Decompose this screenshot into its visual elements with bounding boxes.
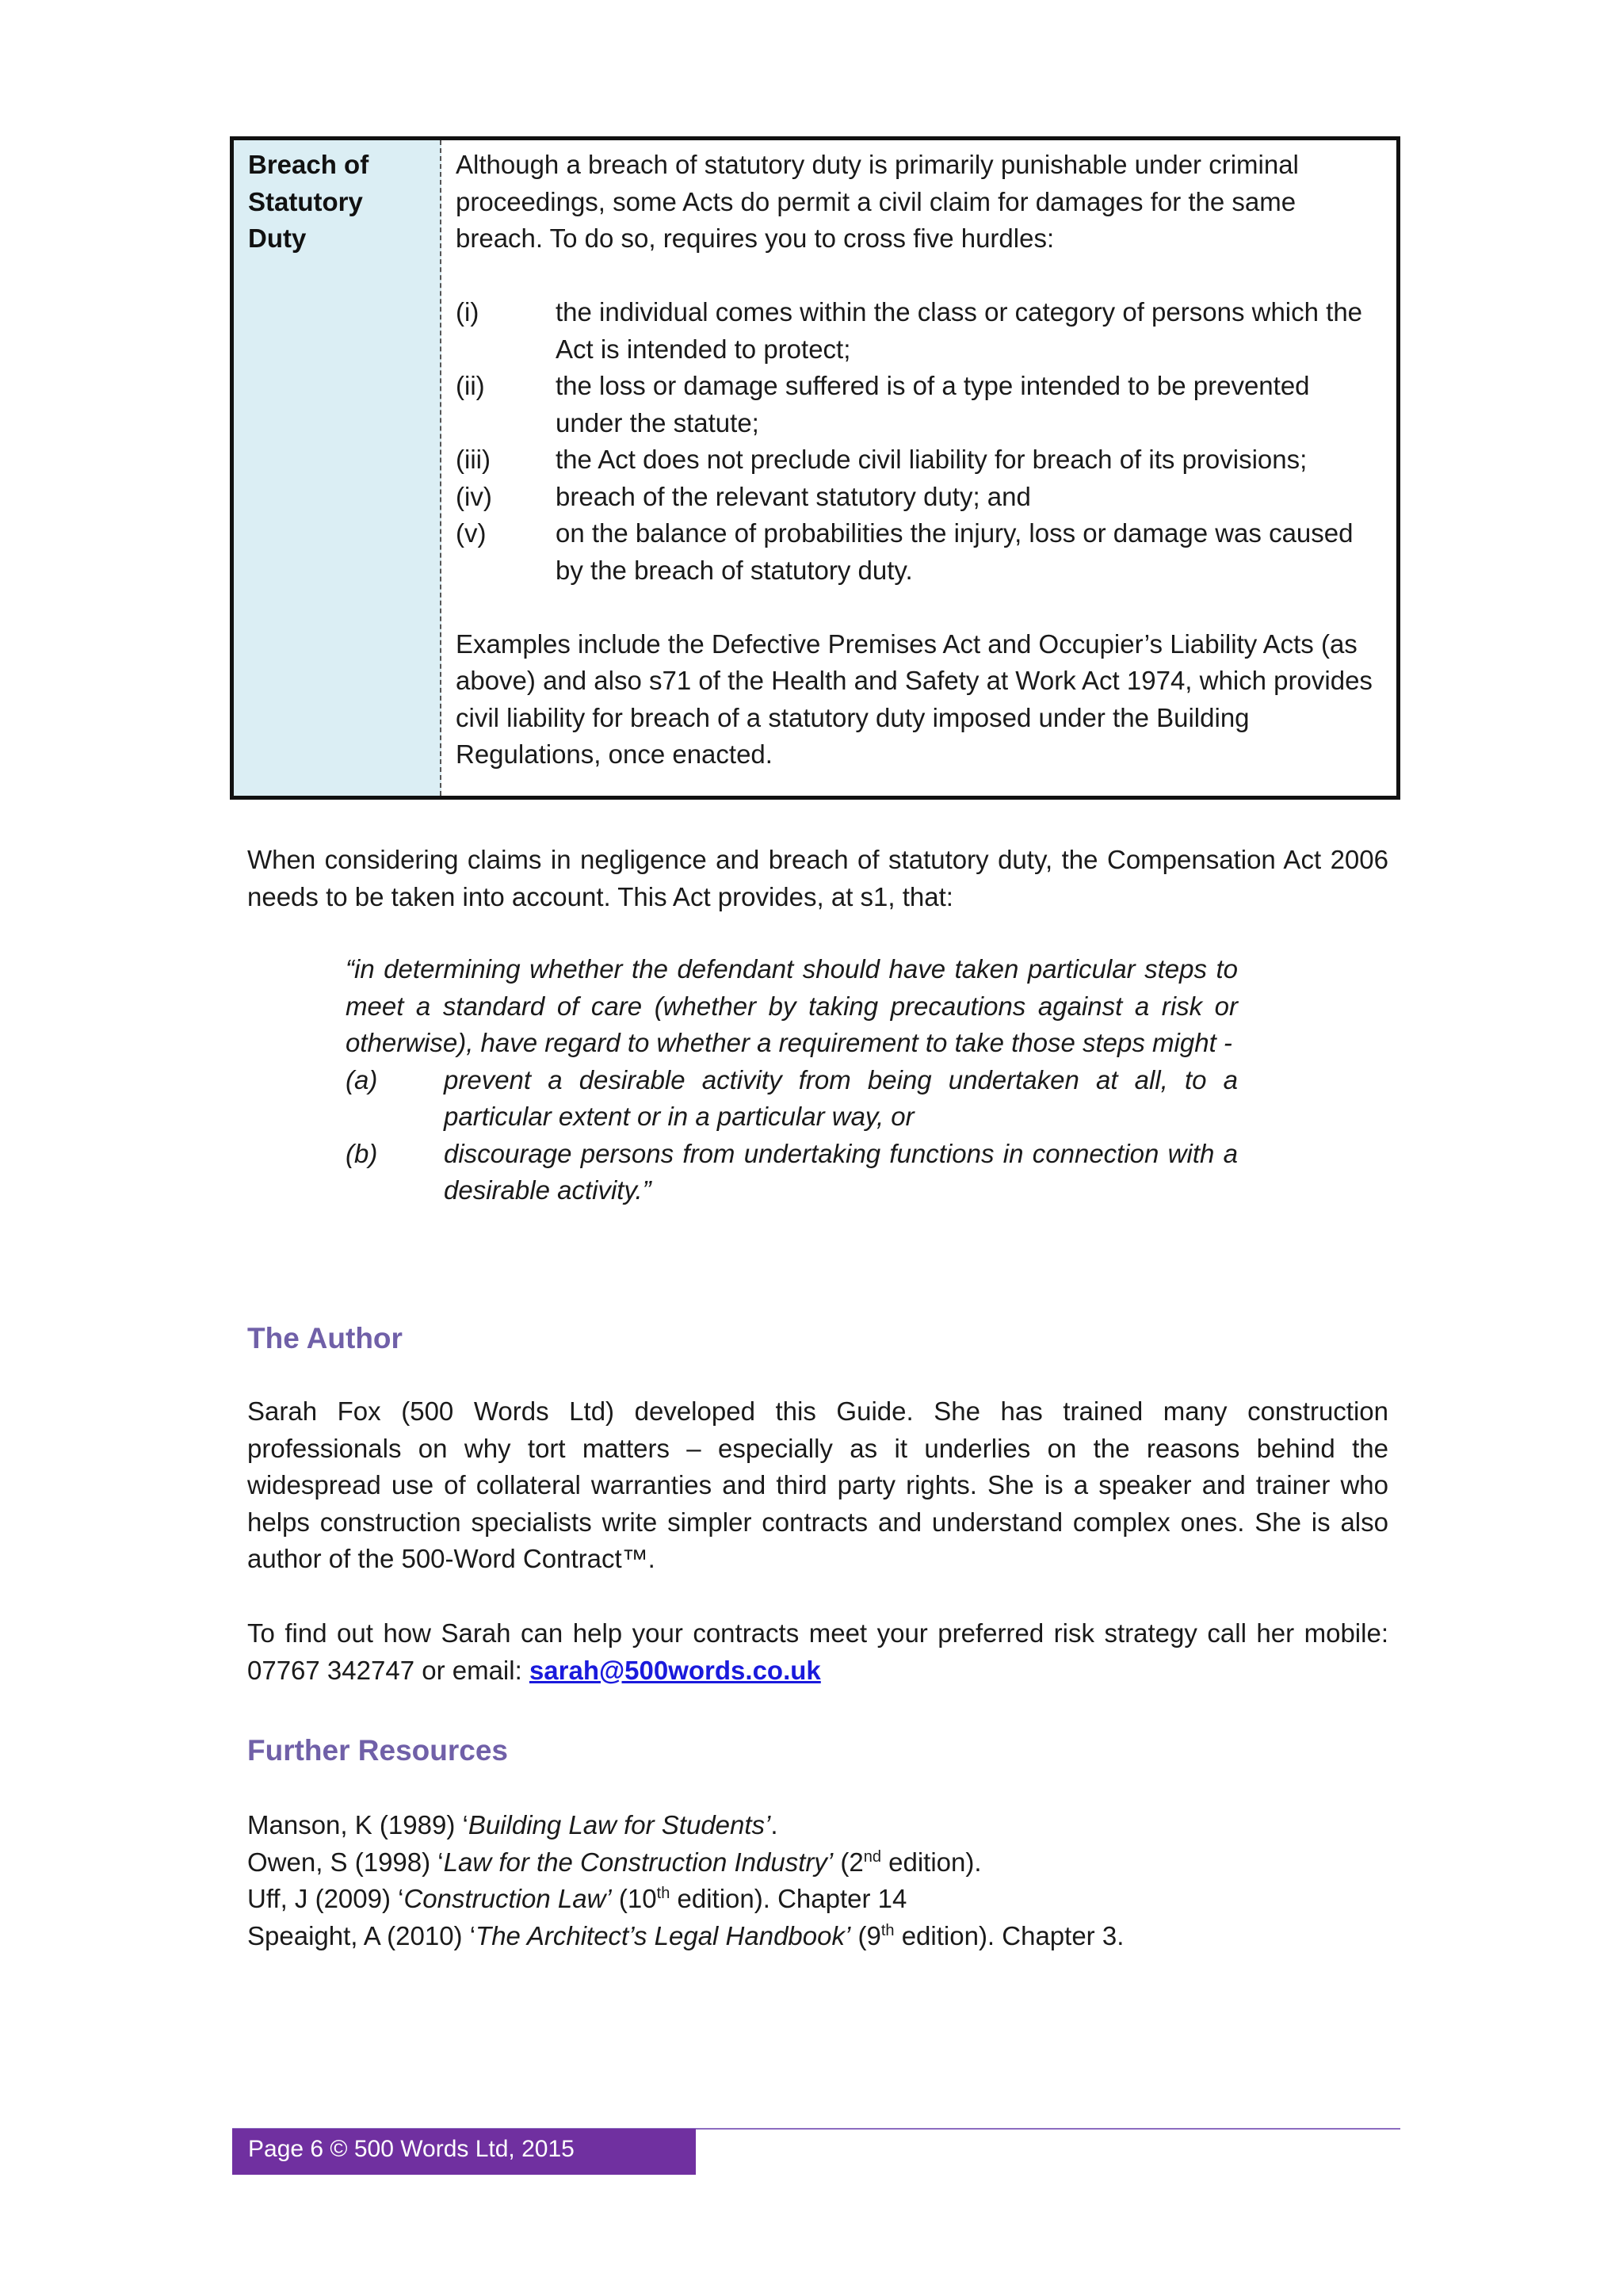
list-item: (iv) breach of the relevant statutory duty; and bbox=[456, 481, 1031, 511]
statute-quote bbox=[346, 951, 1238, 1209]
list-item: (i) the individual comes within the class or category of persons which the Act is intended to protect; bbox=[456, 297, 1363, 364]
term-label: Breach of Statutory Duty bbox=[248, 150, 369, 253]
page-footer: Page 6 © 500 Words Ltd, 2015 bbox=[232, 2129, 696, 2175]
hurdles-list bbox=[456, 294, 1382, 589]
definition-table bbox=[230, 136, 1400, 800]
list-item: (a) prevent a desirable activity from being undertaken at all, to a particular extent or in a particular way, or bbox=[346, 1064, 1238, 1131]
author-heading: The Author bbox=[247, 1322, 403, 1354]
references-list bbox=[247, 1807, 1124, 1954]
list-item: (iii) the Act does not preclude civil liability for breach of its provisions; bbox=[456, 445, 1308, 474]
list-item: (b) discourage persons from undertaking functions in connection with a desirable activity.” bbox=[346, 1138, 1238, 1205]
list-item: Uff, J (2009) ‘Construction Law’ (10th edition). Chapter 14 bbox=[247, 1884, 907, 1913]
author-bio: Sarah Fox (500 Words Ltd) developed this Guide. She has trained many construction professionals on why tort matters – especially as it underlies on the reasons behind the widespread use of collateral warranties and third party rights. She is a speaker and trainer who helps construction specialists write simpler contracts and understand complex ones. She is also author of the 500-Word Contract™. bbox=[247, 1396, 1388, 1573]
table-term-cell bbox=[234, 140, 441, 796]
quote-lead: “in determining whether the defendant should have taken particular steps to meet a standard of care (whether by taking precautions against a risk or otherwise), have regard to whether a requirement to take those steps might - bbox=[346, 954, 1238, 1057]
resources-heading: Further Resources bbox=[247, 1734, 508, 1767]
table-definition-cell bbox=[441, 140, 1396, 796]
list-item: (v) on the balance of probabilities the injury, loss or damage was caused by the breach of statutory duty. bbox=[456, 518, 1354, 585]
author-contact: To find out how Sarah can help your contracts meet your preferred risk strategy call her mobile: 07767 342747 or email: sarah@500words.co.uk bbox=[247, 1618, 1388, 1685]
email-link[interactable]: sarah@500words.co.uk bbox=[529, 1655, 821, 1685]
list-item: Manson, K (1989) ‘Building Law for Students’. bbox=[247, 1810, 778, 1839]
definition-examples: Examples include the Defective Premises Act and Occupier’s Liability Acts (as above) and also s71 of the Health and Safety at Work Act 1974, which provides civil liability for breach of a statutory duty imposed under the Building Regulations, once enacted. bbox=[456, 628, 1373, 769]
definition-intro: Although a breach of statutory duty is primarily punishable under criminal proceedings, some Acts do permit a civil claim for damages for the same breach. To do so, requires you to cross five hurdles: bbox=[456, 150, 1299, 253]
list-item: (ii) the loss or damage suffered is of a type intended to be prevented under the statute; bbox=[456, 371, 1310, 437]
compensation-paragraph: When considering claims in negligence and breach of statutory duty, the Compensation Act 2006 needs to be taken into account. This Act provides, at s1, that: bbox=[247, 845, 1388, 911]
list-item: Speaight, A (2010) ‘The Architect’s Legal Handbook’ (9th edition). Chapter 3. bbox=[247, 1920, 1125, 1950]
list-item: Owen, S (1998) ‘Law for the Construction Industry’ (2nd edition). bbox=[247, 1847, 982, 1877]
